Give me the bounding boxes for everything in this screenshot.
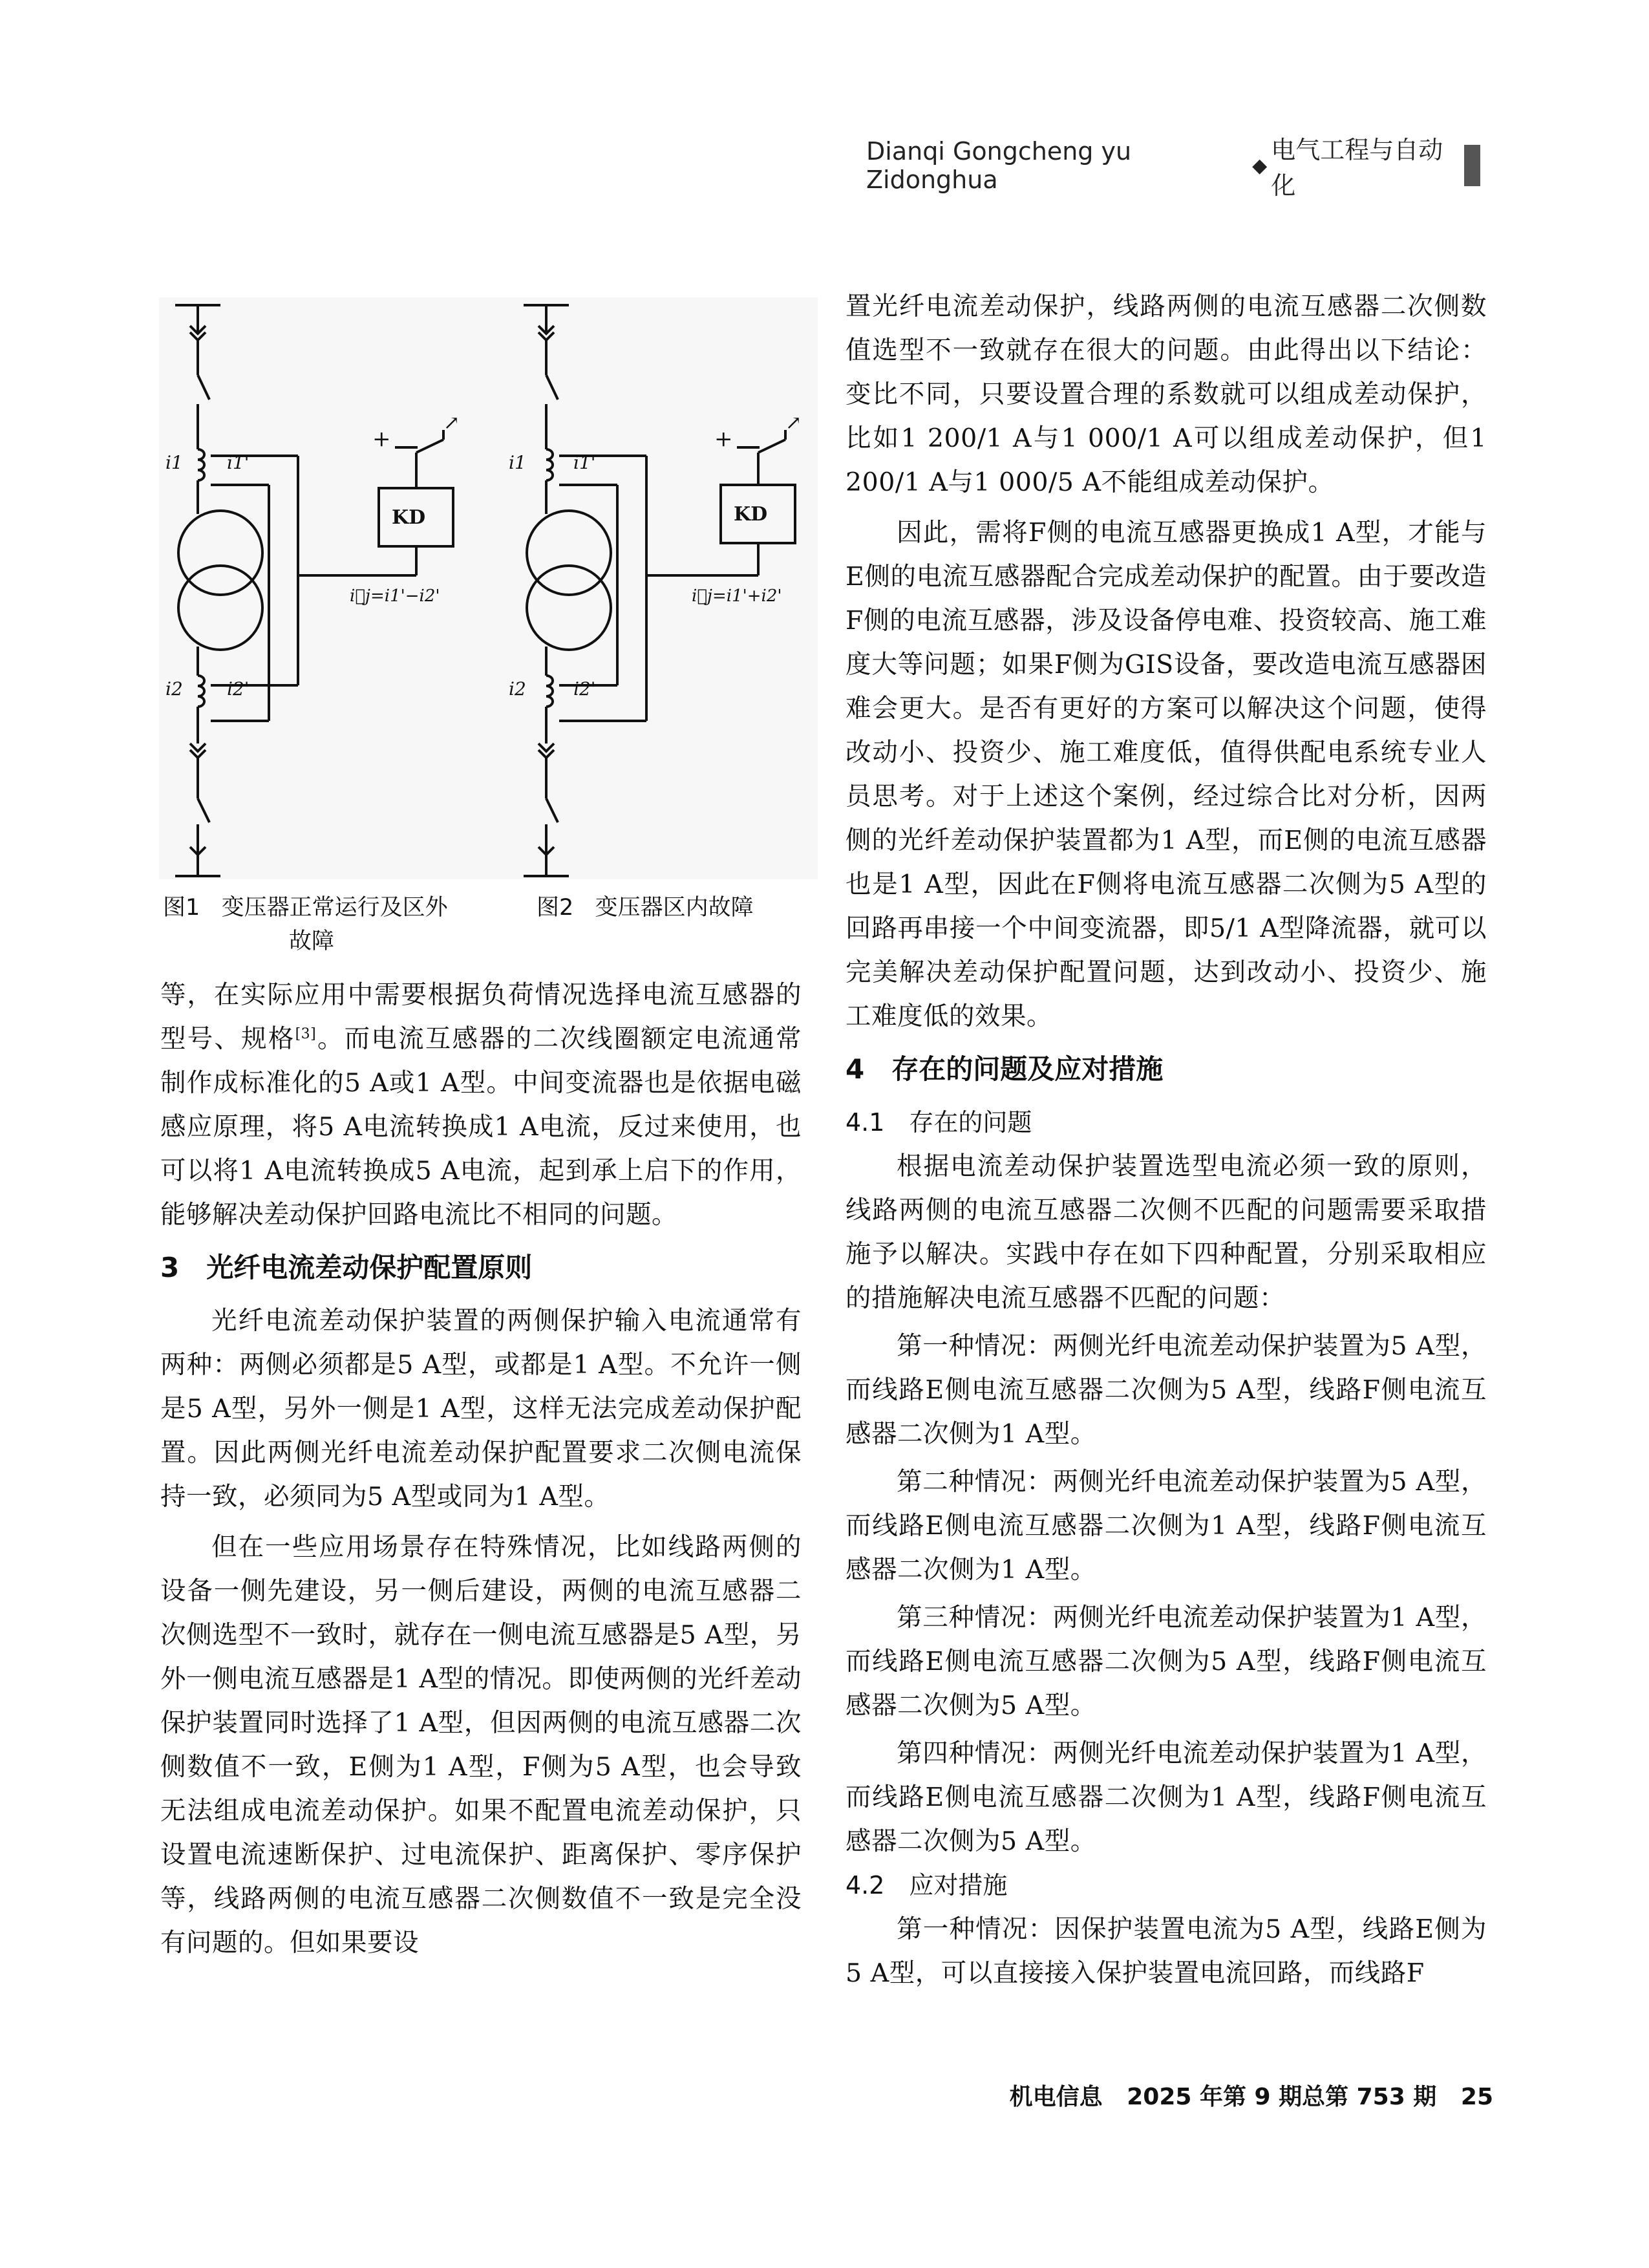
label-i1: i1 <box>509 452 526 473</box>
paragraph: 根据电流差动保护装置选型电流必须一致的原则，线路两侧的电流互感器二次侧不匹配的问题需要采取措施予以解决。实践中存在如下四种配置，分别采取相应的措施解决电流互感器不匹配的问题： <box>846 1151 1487 1313</box>
relay-kd-label: KD <box>392 506 426 529</box>
paragraph-case-3: 第三种情况：两侧光纤电流差动保护装置为1 A型，而线路E侧电流互感器二次侧为5 A型，线路F侧电流互感器二次侧为5 A型。 <box>846 1603 1487 1720</box>
label-i2-prime: i2' <box>573 678 596 700</box>
svg-text:↗: ↗ <box>785 412 802 434</box>
label-i1-prime: i1' <box>573 452 596 473</box>
paragraph: 置光纤电流差动保护，线路两侧的电流互感器二次侧数值选型不一致就存在很大的问题。由此得出以下结论：变比不同，只要设置合理的系数就可以组成差动保护，比如1 200/1 A与1 000/1 A可以组成差动保护，但1 200/1 A与1 000/5 A不能组成差动保护。 <box>846 292 1487 497</box>
paragraph-case-1: 第一种情况：两侧光纤电流差动保护装置为5 A型，而线路E侧电流互感器二次侧为5 A型，线路F侧电流互感器二次侧为1 A型。 <box>846 1331 1487 1449</box>
label-i2: i2 <box>165 678 183 700</box>
paragraph: 等，在实际应用中需要根据负荷情况选择电流互感器的型号、规格[3]。而电流互感器的二次线圈额定电流通常制作成标准化的5 A或1 A型。中间变流器也是依据电磁感应原理，将5 A电流转换成1 A电流，反过来使用，也可以将1 A电流转换成5 A电流，起到承上启下的作用，能够解决差动保护回路电流比不相同的问题。 <box>160 980 802 1230</box>
footer-issue: 2025 年第 9 期总第 753 期 <box>1127 2084 1437 2110</box>
svg-text:↗: ↗ <box>443 412 460 434</box>
figure-2-circuit <box>501 297 818 879</box>
section-heading-4: 4 存在的问题及应对措施 <box>846 1053 1164 1085</box>
figure-1-circuit <box>159 297 515 879</box>
paragraph: 因此，需将F侧的电流互感器更换成1 A型，才能与E侧的电流互感器配合完成差动保护的配置。由于要改造F侧的电流互感器，涉及设备停电难、投资较高、施工难度大等问题；如果F侧为GIS设备，要改造电流互感器困难会更大。是否有更好的方案可以解决这个问题，使得改动小、投资少、施工难度低，值得供配电系统专业人员思考。对于上述这个案例，经过综合比对分析，因两侧的光纤差动保护装置都为1 A型，而E侧的电流互感器也是1 A型，因此在F侧将电流互感器二次侧为5 A型的回路再串接一个中间变流器，即5/1 A型降流器，就可以完美解决差动保护配置问题，达到改动小、投资少、施工难度低的效果。 <box>846 518 1487 1031</box>
page-footer <box>1008 2079 1493 2112</box>
figure-1-caption <box>163 891 499 958</box>
subsection-heading-4-2: 4.2 应对措施 <box>846 1871 1008 1899</box>
current-equation: i⃗j=i1'−i2' <box>350 586 440 606</box>
left-column <box>160 973 802 1965</box>
figure-2-label: 图2 <box>537 895 574 921</box>
paragraph-case-2: 第二种情况：两侧光纤电流差动保护装置为5 A型，而线路E侧电流互感器二次侧为1 A型，线路F侧电流互感器二次侧为1 A型。 <box>846 1467 1487 1585</box>
footer-journal: 机电信息 <box>1009 2084 1103 2110</box>
figure-2-caption-text: 变压器区内故障 <box>595 895 754 921</box>
svg-text:+: + <box>714 426 733 452</box>
current-equation: i⃗j=i1'+i2' <box>692 586 782 606</box>
svg-text:+: + <box>372 426 391 452</box>
label-i1: i1 <box>165 452 183 473</box>
running-header <box>866 136 1480 200</box>
right-column <box>846 284 1487 1995</box>
paragraph: 但在一些应用场景存在特殊情况，比如线路两侧的设备一侧先建设，另一侧后建设，两侧的电流互感器二次侧选型不一致时，就存在一侧电流互感器是5 A型，另外一侧电流互感器是1 A型的情况。即使两侧的光纤差动保护装置同时选择了1 A型，但因两侧的电流互感器二次侧数值不一致，E侧为1 A型，F侧为5 A型，也会导致无法组成电流差动保护。如果不配置电流差动保护，只设置电流速断保护、过电流保护、距离保护、零序保护等，线路两侧的电流互感器二次侧数值不一致是完全没有问题的。但如果要设 <box>160 1532 802 1958</box>
header-title-cn: 电气工程与自动化 <box>1271 136 1443 200</box>
label-i1-prime: i1' <box>227 452 250 473</box>
section-heading-3: 3 光纤电流差动保护配置原则 <box>160 1252 533 1283</box>
subsection-heading-4-1: 4.1 存在的问题 <box>846 1108 1032 1137</box>
paragraph-case-4: 第四种情况：两侧光纤电流差动保护装置为1 A型，而线路E侧电流互感器二次侧为1 A型，线路F侧电流互感器二次侧为5 A型。 <box>846 1738 1487 1856</box>
relay-kd-label: KD <box>734 503 768 526</box>
paragraph: 光纤电流差动保护装置的两侧保护输入电流通常有两种：两侧必须都是5 A型，或都是1 A型。不允许一侧是5 A型，另外一侧是1 A型，这样无法完成差动保护配置。因此两侧光纤电流差动保护配置要求二次侧电流保持一致，必须同为5 A型或同为1 A型。 <box>160 1306 802 1512</box>
figure-1-caption-text: 变压器正常运行及区外 <box>221 895 448 921</box>
label-i2: i2 <box>509 678 526 700</box>
paragraph: 第一种情况：因保护装置电流为5 A型，线路E侧为5 A型，可以直接接入保护装置电流回路，而线路F <box>846 1914 1487 1988</box>
label-i2-prime: i2' <box>227 678 250 700</box>
header-pinyin: Dianqi Gongcheng yu Zidonghua <box>866 137 1132 194</box>
figure-1-label: 图1 <box>163 895 200 921</box>
figure-1-caption-text-2: 故障 <box>289 928 335 954</box>
diamond-icon: ◆ <box>1252 154 1268 177</box>
page-number: 25 <box>1460 2084 1493 2110</box>
header-bar <box>1464 145 1480 186</box>
figure-2-caption <box>537 891 808 925</box>
citation: [3] <box>295 1025 317 1042</box>
